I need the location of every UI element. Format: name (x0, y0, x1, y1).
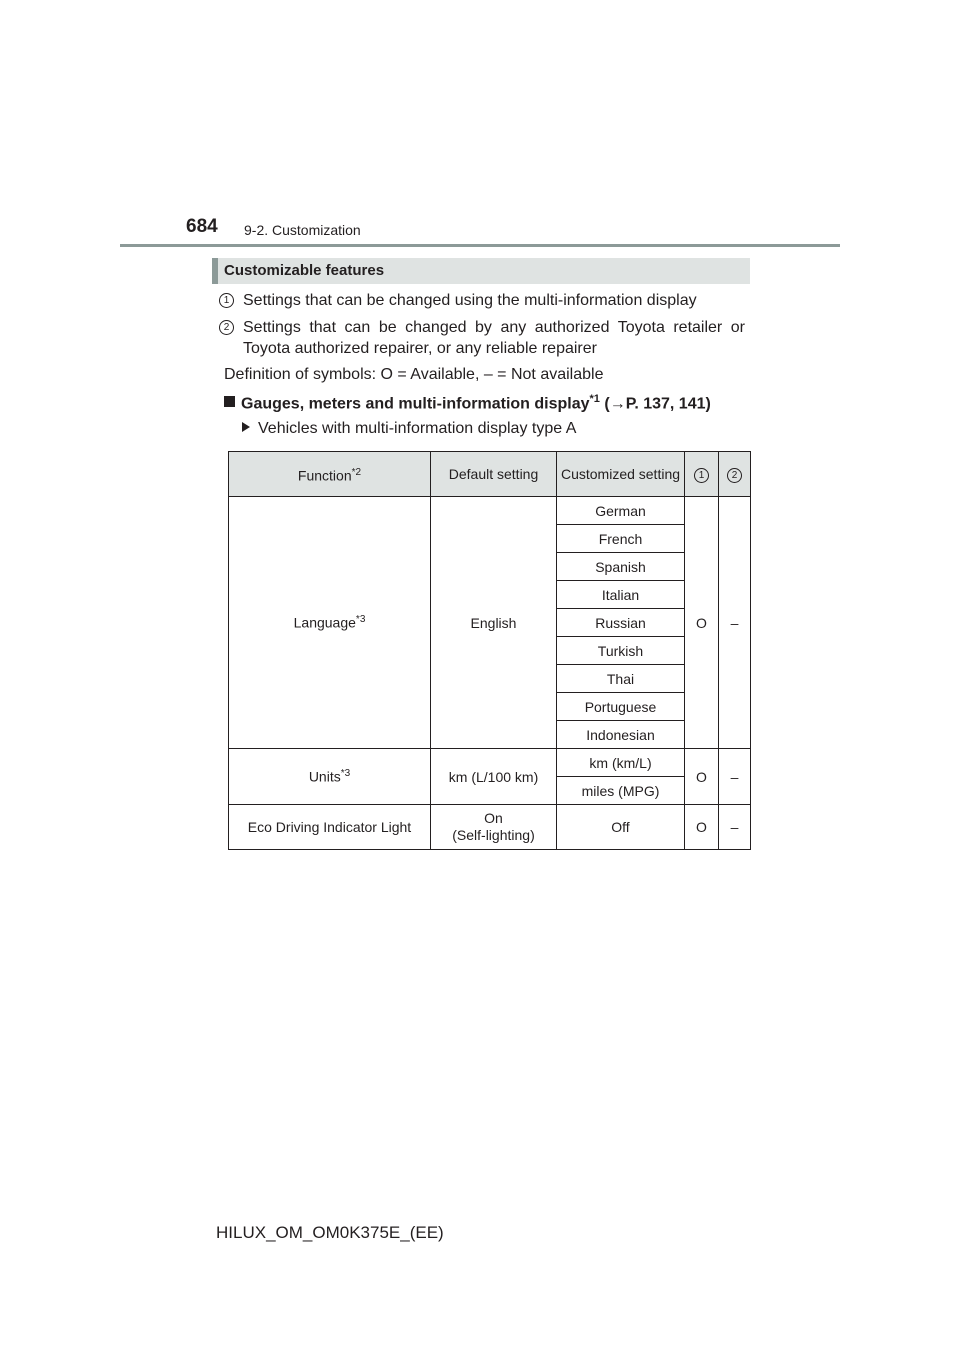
circled-number-2: 2 (219, 320, 234, 335)
language-option: Portuguese (557, 693, 685, 721)
units-col-1: O (685, 749, 719, 805)
language-option: Russian (557, 609, 685, 637)
units-default: km (L/100 km) (431, 749, 557, 805)
language-option: French (557, 525, 685, 553)
page-number: 684 (186, 216, 218, 237)
symbol-definition: Definition of symbols: O = Available, ‒ = Not available (224, 366, 604, 383)
settings-table (228, 451, 751, 850)
circled-number-1: 1 (219, 293, 234, 308)
language-option: Turkish (557, 637, 685, 665)
header-customized-setting: Customized setting (557, 452, 685, 497)
section-heading (224, 393, 711, 413)
header-rule (120, 244, 840, 247)
header-function: Function$^{*2}$ (229, 452, 431, 497)
language-function: Language$^{*3}$ (229, 497, 431, 749)
language-option: Italian (557, 581, 685, 609)
language-col-2: – (719, 497, 751, 749)
eco-default: On (Self-lighting) (431, 805, 557, 850)
circled-number-1: 1 (694, 468, 709, 483)
section-title: 9-2. Customization (244, 222, 361, 238)
header-col-2 (719, 452, 751, 497)
section-heading-title: Gauges, meters and multi-information display (241, 395, 590, 413)
feature-bar (212, 258, 750, 284)
subheading-text: Vehicles with multi-information display type A (258, 420, 577, 437)
language-option: Spanish (557, 553, 685, 581)
eco-col-1: O (685, 805, 719, 850)
table-row (229, 497, 751, 525)
footnote-mark: *1 (589, 393, 600, 405)
language-default: English (431, 497, 557, 749)
language-option: Indonesian (557, 721, 685, 749)
legend-item-1-text: Settings that can be changed using the multi-information display (243, 292, 697, 309)
eco-customized: Off (557, 805, 685, 850)
page-reference[interactable]: (→P. 137, 141) (604, 395, 711, 413)
eco-function: Eco Driving Indicator Light (229, 805, 431, 850)
units-option: km (km/L) (557, 749, 685, 777)
document-footer: HILUX_OM_OM0K375E_(EE) (216, 1223, 444, 1242)
language-option: German (557, 497, 685, 525)
language-col-1: O (685, 497, 719, 749)
units-col-2: – (719, 749, 751, 805)
units-option: miles (MPG) (557, 777, 685, 805)
square-bullet-icon (224, 396, 235, 407)
feature-bar-accent (212, 258, 218, 284)
eco-col-2: – (719, 805, 751, 850)
table-row (229, 749, 751, 777)
table-header-row (229, 452, 751, 497)
feature-bar-title: Customizable features (224, 262, 385, 279)
legend-item-2-text: Settings that can be changed by any authorized Toyota retailer or Toyota authorized repairer, or any reliable repairer (243, 319, 745, 357)
header-default-setting: Default setting (431, 452, 557, 497)
units-function: Units$^{*3}$ (229, 749, 431, 805)
subheading (242, 420, 576, 438)
language-option: Thai (557, 665, 685, 693)
triangle-bullet-icon (242, 422, 250, 432)
table-row (229, 805, 751, 850)
header-col-1 (685, 452, 719, 497)
circled-number-2: 2 (727, 468, 742, 483)
